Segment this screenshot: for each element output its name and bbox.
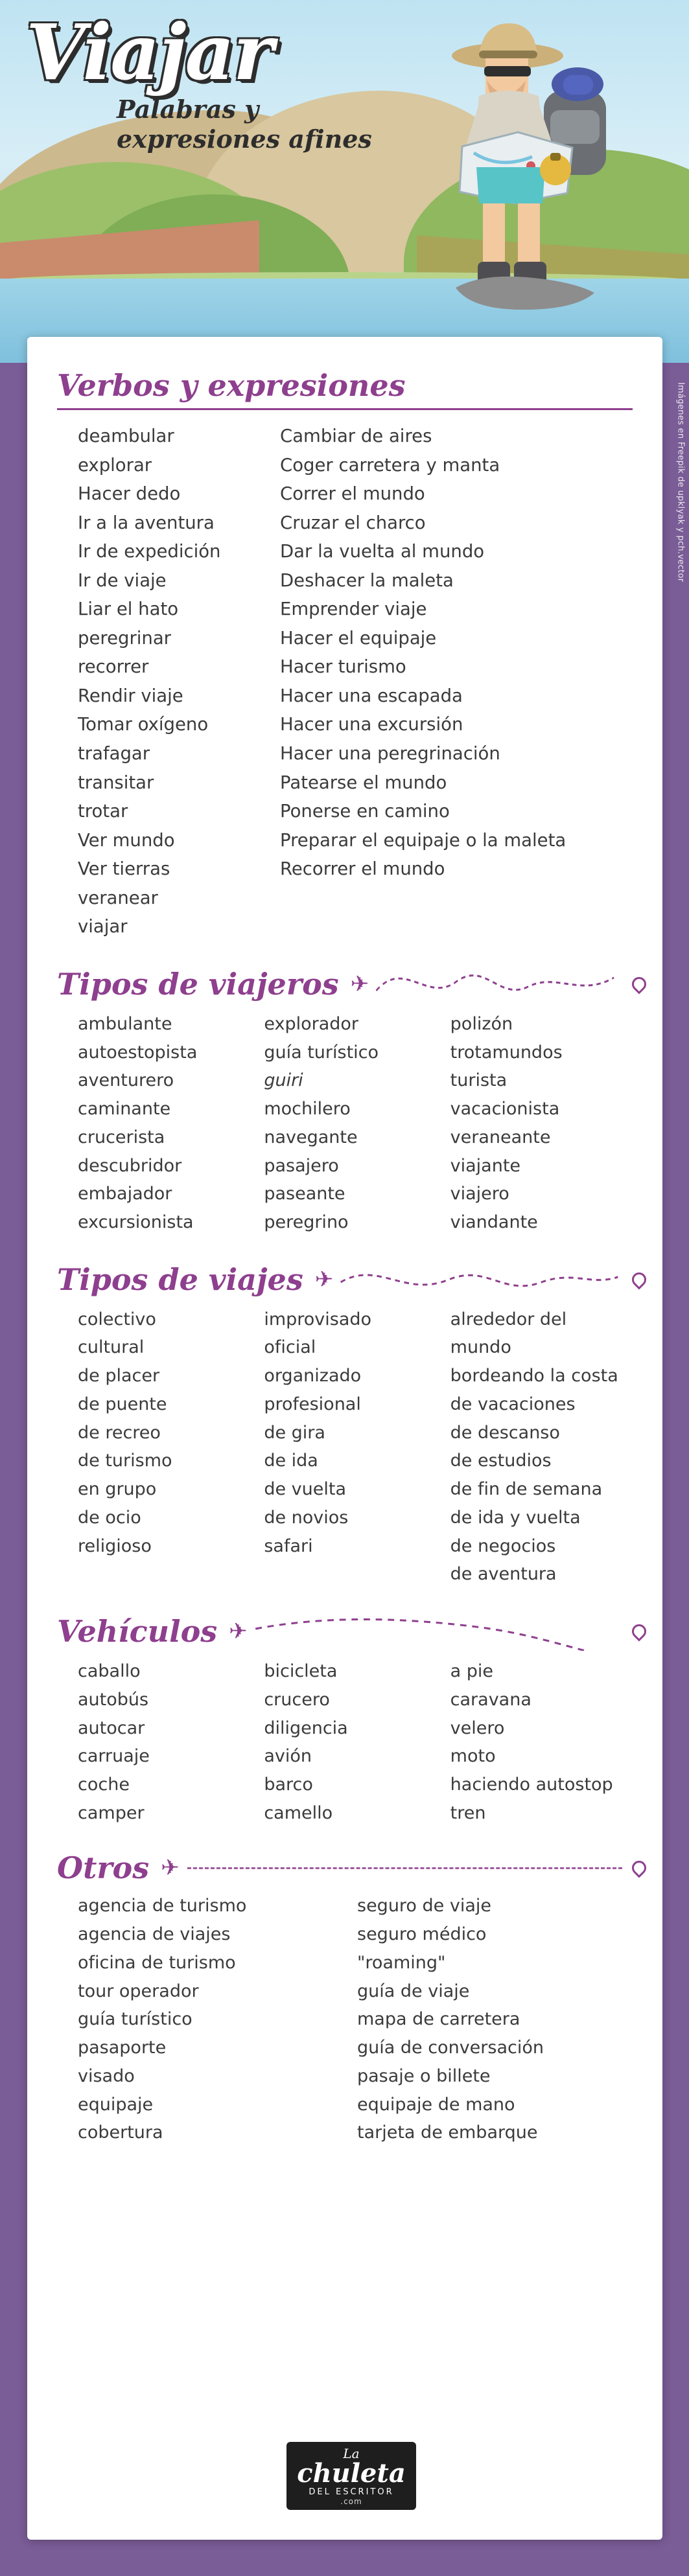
section-columns [27, 1655, 662, 1835]
list-item: camper [78, 1802, 145, 1823]
section-title: Vehículos [57, 1614, 218, 1650]
list-item: a pie [450, 1661, 494, 1682]
logo-line4: .com [340, 2497, 362, 2506]
list-item: transitar [78, 772, 154, 793]
column-2 [280, 422, 636, 941]
list-item: agencia de turismo [78, 1896, 247, 1916]
image-credit: Imágenes en Freepik de upklyak y pch.vector [675, 382, 685, 582]
section-title: Tipos de viajes [57, 1261, 303, 1297]
airplane-icon: ✈ [229, 1618, 248, 1645]
list-item: Coger carretera y manta [280, 454, 500, 476]
column-1 [78, 1305, 264, 1589]
section-otros [27, 1839, 662, 2155]
list-item: tour operador [78, 1981, 199, 2001]
list-item: caballo [78, 1661, 141, 1682]
section-title: Verbos y expresiones [57, 368, 406, 403]
column-1 [78, 1010, 264, 1237]
section-tipos-de-viajeros [27, 953, 662, 1245]
list-item: Hacer una escapada [280, 685, 463, 706]
list-item: tarjeta de embarque [357, 2122, 538, 2143]
list-item: cobertura [78, 2122, 163, 2143]
list-item: camello [264, 1802, 333, 1823]
list-item: pasaje o billete [357, 2065, 491, 2086]
list-item: de negocios [450, 1535, 556, 1556]
list-item: diligencia [264, 1718, 348, 1738]
list-item: trotar [78, 801, 128, 822]
list-item: de estudios [450, 1451, 552, 1471]
list-item: explorador [264, 1013, 359, 1034]
list-item: de ocio [78, 1507, 141, 1528]
list-item: de descanso [450, 1422, 560, 1443]
map-pin-icon [630, 1624, 644, 1639]
list-item: velero [450, 1718, 505, 1738]
list-item: colectivo [78, 1309, 156, 1329]
list-item: de placer [78, 1366, 160, 1386]
list-item: de ida [264, 1451, 318, 1471]
list-item: pasaporte [78, 2038, 167, 2058]
list-item: Preparar el equipaje o la maleta [280, 829, 566, 851]
list-item: mochilero [264, 1099, 351, 1120]
list-item: cultural [78, 1337, 145, 1358]
logo[interactable] [286, 2442, 416, 2510]
list-item: Dar la vuelta al mundo [280, 541, 485, 562]
list-item: mapa de carretera [357, 2009, 520, 2030]
list-item: deambular [78, 426, 174, 446]
traveler-illustration-icon [417, 13, 637, 317]
column-2 [264, 1657, 450, 1827]
logo-line3: DEL ESCRITOR [309, 2487, 394, 2497]
list-item: turista [450, 1070, 508, 1091]
list-item: de aventura [450, 1564, 557, 1585]
section-header [27, 356, 662, 407]
list-item: equipaje [78, 2094, 154, 2115]
section-columns [27, 419, 662, 949]
section-verbos [27, 356, 662, 949]
map-pin-icon [630, 977, 644, 991]
list-item: Hacer una peregrinación [280, 743, 500, 765]
list-item: bordeando la costa [450, 1366, 618, 1386]
section-tipos-de-viajes [27, 1248, 662, 1596]
list-item: Ver mundo [78, 829, 175, 851]
list-item: Recorrer el mundo [280, 858, 445, 880]
airplane-icon: ✈ [350, 971, 369, 997]
list-item: bicicleta [264, 1661, 338, 1682]
list-item: oficial [264, 1337, 316, 1358]
section-header [27, 1600, 662, 1655]
list-item: Deshacer la maleta [280, 569, 454, 591]
list-item: profesional [264, 1394, 361, 1414]
column-2 [357, 1892, 636, 2147]
list-item: trafagar [78, 743, 150, 765]
page-subtitle-line1: Palabras y [117, 95, 259, 124]
section-columns [27, 1889, 662, 2155]
content-card [27, 337, 662, 2540]
list-item: Hacer turismo [280, 656, 406, 678]
list-item: Ponerse en camino [280, 801, 450, 822]
column-2 [264, 1010, 450, 1237]
list-item: moto [450, 1746, 496, 1767]
column-3 [450, 1010, 636, 1237]
list-item: Correr el mundo [280, 483, 425, 505]
list-item: explorar [78, 454, 152, 476]
list-item: de gira [264, 1422, 325, 1443]
column-2 [264, 1305, 450, 1589]
dashed-path-icon [375, 965, 624, 1004]
list-item: safari [264, 1535, 313, 1556]
logo-line1: La [343, 2446, 360, 2461]
list-item: aventurero [78, 1070, 174, 1091]
list-item: guiri [264, 1070, 303, 1091]
list-item: ambulante [78, 1013, 172, 1034]
list-item: de vacaciones [450, 1394, 576, 1414]
list-item: trotamundos [450, 1042, 563, 1063]
title-block [19, 7, 408, 155]
dashed-line-icon [187, 1867, 622, 1869]
list-item: avión [264, 1746, 312, 1767]
list-item: en grupo [78, 1479, 157, 1500]
list-item: caravana [450, 1689, 531, 1710]
list-item: tren [450, 1802, 486, 1823]
list-item: viajero [450, 1184, 509, 1204]
list-item: barco [264, 1775, 313, 1795]
list-item: equipaje de mano [357, 2094, 515, 2115]
list-item: pasajero [264, 1155, 339, 1176]
list-item: caminante [78, 1099, 171, 1120]
list-item: peregrinar [78, 627, 171, 649]
list-item: de novios [264, 1507, 349, 1528]
column-1 [78, 1657, 264, 1827]
list-item: excursionista [78, 1212, 194, 1232]
list-item: crucero [264, 1689, 330, 1710]
list-item: crucerista [78, 1127, 165, 1147]
column-1 [78, 422, 280, 941]
list-item: autobús [78, 1689, 149, 1710]
list-item: Hacer dedo [78, 483, 181, 505]
list-item: carruaje [78, 1746, 150, 1767]
dashed-path-icon [340, 1260, 624, 1299]
page-title: Viajar [26, 7, 273, 97]
list-item: Hacer el equipaje [280, 627, 437, 649]
list-item: de recreo [78, 1422, 161, 1443]
list-item: de turismo [78, 1451, 172, 1471]
list-item: navegante [264, 1127, 358, 1147]
list-item: religioso [78, 1535, 152, 1556]
column-1 [78, 1892, 357, 2147]
list-item: Cruzar el charco [280, 512, 426, 533]
list-item: Cambiar de aires [280, 426, 432, 446]
list-item: vacacionista [450, 1099, 560, 1120]
list-item: visado [78, 2065, 135, 2086]
list-item: autocar [78, 1718, 145, 1738]
list-item: peregrino [264, 1212, 349, 1232]
list-item: de ida y vuelta [450, 1507, 581, 1528]
section-header [27, 953, 662, 1007]
list-item: seguro médico [357, 1924, 487, 1945]
list-item: embajador [78, 1184, 172, 1204]
list-item: Ir de viaje [78, 569, 167, 591]
list-item: Rendir viaje [78, 685, 183, 706]
list-item: viajante [450, 1155, 521, 1176]
list-item: Emprender viaje [280, 599, 427, 620]
dashed-path-icon [254, 1612, 624, 1651]
list-item: viajar [78, 916, 128, 937]
section-columns [27, 1007, 662, 1245]
page-subtitle [117, 95, 408, 155]
list-item: paseante [264, 1184, 345, 1204]
list-item: Hacer una excursión [280, 714, 463, 735]
section-header [27, 1839, 662, 1889]
list-item: veranear [78, 887, 158, 908]
column-3 [450, 1305, 636, 1589]
section-divider [57, 408, 633, 410]
list-item: guía turístico [78, 2009, 193, 2030]
airplane-icon: ✈ [161, 1855, 180, 1881]
list-item: Liar el hato [78, 599, 179, 620]
list-item: Ver tierras [78, 858, 170, 880]
map-pin-icon [630, 1272, 644, 1287]
list-item: de fin de semana [450, 1479, 603, 1500]
list-item: improvisado [264, 1309, 372, 1329]
list-item: Tomar oxígeno [78, 714, 209, 735]
list-item: de vuelta [264, 1479, 346, 1500]
section-title: Otros [57, 1850, 150, 1886]
list-item: guía de viaje [357, 1981, 470, 2001]
list-item: polizón [450, 1013, 513, 1034]
header-illustration [0, 0, 689, 363]
list-item: seguro de viaje [357, 1896, 492, 1916]
list-item: agencia de viajes [78, 1924, 231, 1945]
list-item: "roaming" [357, 1952, 446, 1973]
map-pin-icon [630, 1861, 644, 1875]
list-item: guía de conversación [357, 2038, 544, 2058]
list-item: coche [78, 1775, 130, 1795]
page-subtitle-line2: expresiones afines [117, 124, 372, 154]
column-3 [450, 1657, 636, 1827]
section-header [27, 1248, 662, 1303]
airplane-icon: ✈ [314, 1266, 334, 1293]
list-item: Ir de expedición [78, 541, 221, 562]
section-vehiculos [27, 1600, 662, 1835]
list-item: descubridor [78, 1155, 182, 1176]
list-item: Patearse el mundo [280, 772, 447, 793]
section-title: Tipos de viajeros [57, 966, 339, 1002]
list-item: de puente [78, 1394, 167, 1414]
list-item: recorrer [78, 656, 149, 678]
list-item: Ir a la aventura [78, 512, 215, 533]
list-item: veraneante [450, 1127, 551, 1147]
section-columns [27, 1303, 662, 1596]
list-item: alrededor del mundo [450, 1309, 567, 1358]
list-item: viandante [450, 1212, 538, 1232]
list-item: organizado [264, 1366, 362, 1386]
list-item: oficina de turismo [78, 1952, 236, 1973]
list-item: guía turístico [264, 1042, 379, 1063]
list-item: haciendo autostop [450, 1775, 613, 1795]
logo-line2: chuleta [297, 2458, 406, 2489]
list-item: autoestopista [78, 1042, 198, 1063]
